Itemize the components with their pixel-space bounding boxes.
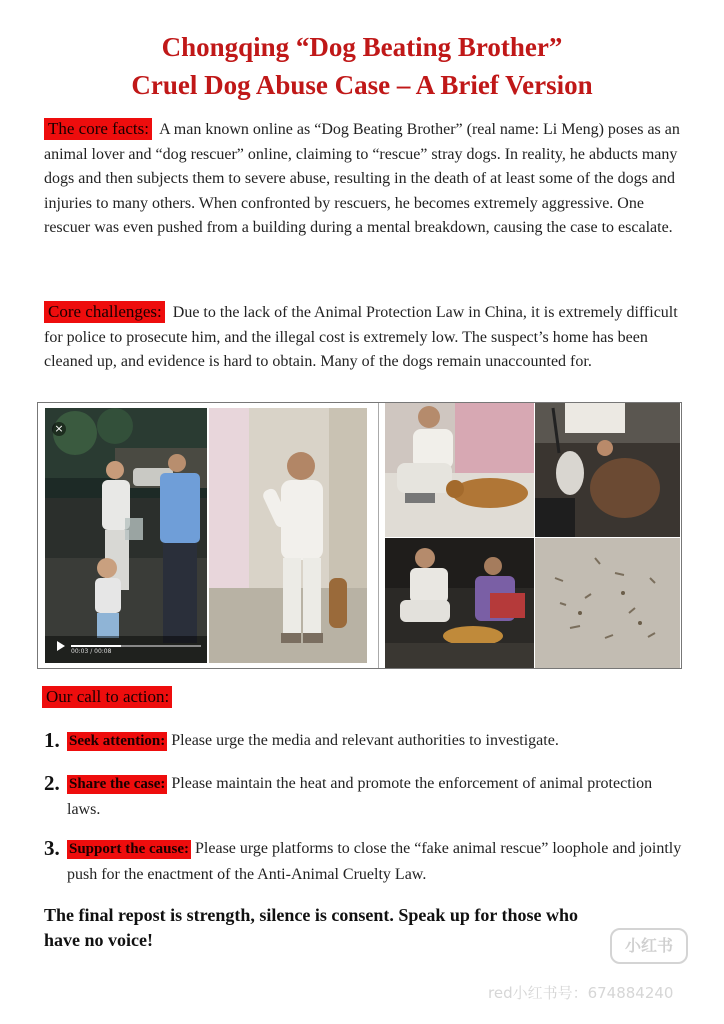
action-item-text: Please urge platforms to close the “fake animal rescue” loophole and jointly push for the enactment of the Anti-Animal Cruelty Law. xyxy=(67,840,682,883)
video-time: 00:03 / 00:08 xyxy=(71,648,112,655)
action-item-number: 1. xyxy=(44,728,60,752)
core-facts-paragraph xyxy=(44,117,684,241)
photo-man-with-dog xyxy=(385,403,534,537)
action-item-label: Share the case: xyxy=(69,776,166,792)
watermark-logo: 小红书 xyxy=(610,928,688,964)
action-item-number: 3. xyxy=(44,836,60,860)
action-item-3 xyxy=(44,836,684,887)
collage-divider xyxy=(378,403,379,668)
core-challenges-label: Core challenges: xyxy=(44,301,165,323)
core-challenges-text: Due to the lack of the Animal Protection Law in China, it is extremely difficult for police to prosecute him, and the illegal cost is extremely low. The suspect’s home has been cleaned up, and evidence is hard to obtain. Many of the dogs remain unaccounted for. xyxy=(44,304,678,371)
action-item-1 xyxy=(44,728,684,754)
action-item-text: Please maintain the heat and promote the enforcement of animal protection laws. xyxy=(67,775,653,818)
action-item-number: 2. xyxy=(44,771,60,795)
core-facts-text: A man known online as “Dog Beating Brother” (real name: Li Meng) poses as an animal lover and “dog rescuer” online, claiming to “rescue” stray dogs. In reality, he abducts many dogs and then subjects them to severe abuse, resulting in the death of at least some of the dogs and injuries to many others. When confronted by rescuers, he becomes extremely aggressive. One rescuer was even pushed from a building during a mental breakdown, causing the case to escalate. xyxy=(44,121,680,237)
photo-floor-debris xyxy=(535,538,680,668)
core-challenges-paragraph xyxy=(44,300,684,375)
photo-street-night-video[interactable] xyxy=(45,408,207,663)
watermark-id: red小红书号：674884240 xyxy=(488,984,674,1002)
title-line-1: Chongqing “Dog Beating Brother” xyxy=(161,32,563,62)
action-item-text: Please urge the media and relevant authorities to investigate. xyxy=(171,732,559,749)
call-to-action-heading xyxy=(42,687,176,707)
action-item-label: Support the cause: xyxy=(69,841,190,857)
photo-collage xyxy=(37,402,682,669)
photo-man-in-corridor xyxy=(209,408,367,663)
core-facts-label: The core facts: xyxy=(44,118,152,140)
page-title xyxy=(0,28,724,104)
call-to-action-label: Our call to action: xyxy=(42,686,172,708)
closing-statement: The final repost is strength, silence is consent. Speak up for those who have no voice! xyxy=(44,905,579,950)
title-line-2: Cruel Dog Abuse Case – A Brief Version xyxy=(131,70,593,100)
photo-crouching-man-night xyxy=(385,538,534,668)
close-icon[interactable]: × xyxy=(52,422,66,436)
action-item-2 xyxy=(44,771,684,822)
photo-closeup-dog xyxy=(535,403,680,537)
action-item-label: Seek attention: xyxy=(69,733,166,749)
